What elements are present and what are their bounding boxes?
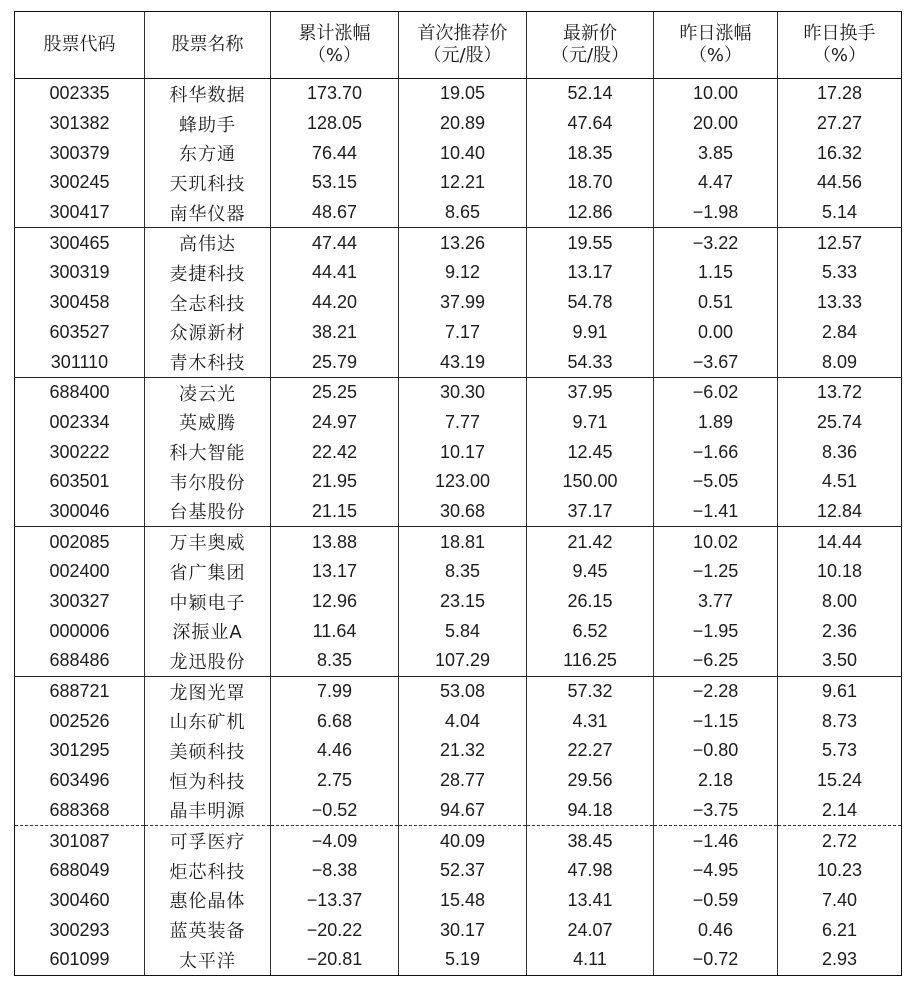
stock-code-cell: 002085 [15,527,145,557]
first-price-cell: 40.09 [399,826,527,856]
cumulative-gain-cell: −4.09 [271,826,399,856]
latest-price-cell: 54.78 [527,288,654,318]
first-price-cell: 10.40 [399,138,527,168]
yesterday-gain-cell: 1.89 [654,408,778,438]
header-row [15,12,902,79]
stock-name-cell: 凌云光 [145,377,271,407]
latest-price-cell: 13.41 [527,886,654,916]
cumulative-gain-cell: 21.15 [271,497,399,527]
latest-price-cell: 12.45 [527,437,654,467]
cumulative-gain-cell: 13.17 [271,557,399,587]
yesterday-turnover-cell: 7.40 [778,886,902,916]
latest-price-cell: 4.31 [527,706,654,736]
yesterday-gain-cell: 20.00 [654,109,778,139]
table-row [15,408,902,438]
yesterday-turnover-cell: 15.24 [778,766,902,796]
stock-name-cell: 可孚医疗 [145,826,271,856]
table-row [15,79,902,109]
yesterday-turnover-cell: 8.36 [778,437,902,467]
stock-name-cell: 美硕科技 [145,736,271,766]
stock-code-cell: 300379 [15,138,145,168]
header-first-recommended-price: 首次推荐价 （元/股） [399,12,527,79]
yesterday-turnover-cell: 27.27 [778,109,902,139]
stock-code-cell: 301087 [15,826,145,856]
yesterday-gain-cell: 0.51 [654,288,778,318]
yesterday-turnover-cell: 6.21 [778,915,902,945]
stock-name-cell: 蜂助手 [145,109,271,139]
stock-name-cell: 省广集团 [145,557,271,587]
first-price-cell: 7.17 [399,318,527,348]
latest-price-cell: 26.15 [527,587,654,617]
table-row [15,467,902,497]
yesterday-turnover-cell: 12.84 [778,497,902,527]
stock-code-cell: 300293 [15,915,145,945]
cumulative-gain-cell: 12.96 [271,587,399,617]
table-row [15,168,902,198]
cumulative-gain-cell: 7.99 [271,676,399,706]
stock-code-cell: 002335 [15,79,145,109]
stock-name-cell: 科大智能 [145,437,271,467]
cumulative-gain-cell: −8.38 [271,856,399,886]
yesterday-gain-cell: 4.47 [654,168,778,198]
stock-name-cell: 山东矿机 [145,706,271,736]
yesterday-turnover-cell: 10.18 [778,557,902,587]
stock-name-cell: 龙图光罩 [145,676,271,706]
cumulative-gain-cell: 44.41 [271,258,399,288]
table-row [15,676,902,706]
table-row [15,527,902,557]
yesterday-gain-cell: −0.80 [654,736,778,766]
table-row [15,616,902,646]
latest-price-cell: 47.98 [527,856,654,886]
first-price-cell: 30.68 [399,497,527,527]
table-row [15,258,902,288]
yesterday-turnover-cell: 9.61 [778,676,902,706]
latest-price-cell: 19.55 [527,228,654,258]
first-price-cell: 19.05 [399,79,527,109]
stock-code-cell: 300319 [15,258,145,288]
cumulative-gain-cell: 53.15 [271,168,399,198]
first-price-cell: 94.67 [399,796,527,826]
table-row [15,706,902,736]
stock-name-cell: 青木科技 [145,347,271,377]
yesterday-gain-cell: −1.25 [654,557,778,587]
yesterday-turnover-cell: 2.14 [778,796,902,826]
yesterday-gain-cell: −0.72 [654,945,778,975]
cumulative-gain-cell: 6.68 [271,706,399,736]
first-price-cell: 9.12 [399,258,527,288]
stock-name-cell: 科华数据 [145,79,271,109]
yesterday-turnover-cell: 14.44 [778,527,902,557]
cumulative-gain-cell: −0.52 [271,796,399,826]
yesterday-gain-cell: 10.00 [654,79,778,109]
latest-price-cell: 6.52 [527,616,654,646]
cumulative-gain-cell: 25.79 [271,347,399,377]
stock-name-cell: 恒为科技 [145,766,271,796]
yesterday-gain-cell: −3.22 [654,228,778,258]
yesterday-gain-cell: −0.59 [654,886,778,916]
latest-price-cell: 94.18 [527,796,654,826]
header-latest-price: 最新价 （元/股） [527,12,654,79]
table-row [15,886,902,916]
yesterday-turnover-cell: 4.51 [778,467,902,497]
yesterday-turnover-cell: 2.84 [778,318,902,348]
table-body [15,79,902,976]
stock-name-cell: 炬芯科技 [145,856,271,886]
header-yesterday-turnover: 昨日换手 （%） [778,12,902,79]
stock-code-cell: 603527 [15,318,145,348]
table-row [15,437,902,467]
table-row [15,138,902,168]
cumulative-gain-cell: 2.75 [271,766,399,796]
stock-code-cell: 688049 [15,856,145,886]
stock-name-cell: 蓝英装备 [145,915,271,945]
yesterday-gain-cell: −1.98 [654,198,778,228]
table-row [15,587,902,617]
stock-name-cell: 台基股份 [145,497,271,527]
yesterday-gain-cell: −1.15 [654,706,778,736]
stock-name-cell: 南华仪器 [145,198,271,228]
first-price-cell: 12.21 [399,168,527,198]
stock-recommendation-table [14,11,902,976]
first-price-cell: 52.37 [399,856,527,886]
yesterday-turnover-cell: 8.73 [778,706,902,736]
latest-price-cell: 18.70 [527,168,654,198]
stock-name-cell: 英威腾 [145,408,271,438]
latest-price-cell: 54.33 [527,347,654,377]
latest-price-cell: 47.64 [527,109,654,139]
table-row [15,198,902,228]
cumulative-gain-cell: 8.35 [271,646,399,676]
first-price-cell: 18.81 [399,527,527,557]
latest-price-cell: 38.45 [527,826,654,856]
header-stock-name: 股票名称 [145,12,271,79]
first-price-cell: 5.19 [399,945,527,975]
stock-code-cell: 000006 [15,616,145,646]
yesterday-turnover-cell: 8.09 [778,347,902,377]
latest-price-cell: 22.27 [527,736,654,766]
stock-code-cell: 300046 [15,497,145,527]
yesterday-turnover-cell: 2.72 [778,826,902,856]
latest-price-cell: 13.17 [527,258,654,288]
stock-name-cell: 深振业A [145,616,271,646]
cumulative-gain-cell: 128.05 [271,109,399,139]
stock-code-cell: 603501 [15,467,145,497]
first-price-cell: 20.89 [399,109,527,139]
yesterday-gain-cell: −3.75 [654,796,778,826]
table-row [15,796,902,826]
latest-price-cell: 12.86 [527,198,654,228]
stock-name-cell: 韦尔股份 [145,467,271,497]
latest-price-cell: 24.07 [527,915,654,945]
yesterday-turnover-cell: 12.57 [778,228,902,258]
yesterday-turnover-cell: 2.36 [778,616,902,646]
latest-price-cell: 9.45 [527,557,654,587]
stock-code-cell: 002400 [15,557,145,587]
first-price-cell: 8.65 [399,198,527,228]
cumulative-gain-cell: 4.46 [271,736,399,766]
yesterday-gain-cell: −2.28 [654,676,778,706]
yesterday-turnover-cell: 13.72 [778,377,902,407]
latest-price-cell: 9.91 [527,318,654,348]
stock-code-cell: 300245 [15,168,145,198]
yesterday-gain-cell: −1.95 [654,616,778,646]
first-price-cell: 4.04 [399,706,527,736]
table-row [15,915,902,945]
first-price-cell: 7.77 [399,408,527,438]
cumulative-gain-cell: −13.37 [271,886,399,916]
stock-code-cell: 301382 [15,109,145,139]
cumulative-gain-cell: 44.20 [271,288,399,318]
first-price-cell: 43.19 [399,347,527,377]
first-price-cell: 5.84 [399,616,527,646]
stock-name-cell: 众源新材 [145,318,271,348]
first-price-cell: 21.32 [399,736,527,766]
yesterday-gain-cell: 3.77 [654,587,778,617]
yesterday-turnover-cell: 17.28 [778,79,902,109]
cumulative-gain-cell: 22.42 [271,437,399,467]
latest-price-cell: 52.14 [527,79,654,109]
stock-name-cell: 惠伦晶体 [145,886,271,916]
yesterday-gain-cell: −1.41 [654,497,778,527]
yesterday-turnover-cell: 2.93 [778,945,902,975]
stock-code-cell: 300327 [15,587,145,617]
yesterday-gain-cell: 0.46 [654,915,778,945]
stock-code-cell: 002334 [15,408,145,438]
cumulative-gain-cell: 76.44 [271,138,399,168]
stock-code-cell: 688486 [15,646,145,676]
yesterday-gain-cell: 3.85 [654,138,778,168]
table-row [15,288,902,318]
yesterday-gain-cell: −1.66 [654,437,778,467]
yesterday-gain-cell: 0.00 [654,318,778,348]
cumulative-gain-cell: 13.88 [271,527,399,557]
stock-code-cell: 300222 [15,437,145,467]
yesterday-turnover-cell: 44.56 [778,168,902,198]
stock-name-cell: 高伟达 [145,228,271,258]
cumulative-gain-cell: 48.67 [271,198,399,228]
yesterday-turnover-cell: 13.33 [778,288,902,318]
yesterday-turnover-cell: 16.32 [778,138,902,168]
header-yesterday-gain: 昨日涨幅 （%） [654,12,778,79]
first-price-cell: 30.17 [399,915,527,945]
header-stock-code: 股票代码 [15,12,145,79]
stock-code-cell: 301295 [15,736,145,766]
cumulative-gain-cell: −20.81 [271,945,399,975]
table-row [15,856,902,886]
latest-price-cell: 116.25 [527,646,654,676]
latest-price-cell: 4.11 [527,945,654,975]
stock-code-cell: 002526 [15,706,145,736]
cumulative-gain-cell: 173.70 [271,79,399,109]
yesterday-gain-cell: 1.15 [654,258,778,288]
latest-price-cell: 21.42 [527,527,654,557]
stock-name-cell: 天玑科技 [145,168,271,198]
stock-code-cell: 301110 [15,347,145,377]
first-price-cell: 37.99 [399,288,527,318]
latest-price-cell: 29.56 [527,766,654,796]
first-price-cell: 13.26 [399,228,527,258]
stock-code-cell: 601099 [15,945,145,975]
stock-name-cell: 全志科技 [145,288,271,318]
yesterday-turnover-cell: 5.73 [778,736,902,766]
stock-name-cell: 中颖电子 [145,587,271,617]
first-price-cell: 10.17 [399,437,527,467]
table-row [15,646,902,676]
first-price-cell: 107.29 [399,646,527,676]
latest-price-cell: 57.32 [527,676,654,706]
yesterday-turnover-cell: 3.50 [778,646,902,676]
yesterday-gain-cell: 2.18 [654,766,778,796]
yesterday-gain-cell: −3.67 [654,347,778,377]
first-price-cell: 123.00 [399,467,527,497]
cumulative-gain-cell: −20.22 [271,915,399,945]
stock-code-cell: 300458 [15,288,145,318]
yesterday-gain-cell: −6.02 [654,377,778,407]
cumulative-gain-cell: 24.97 [271,408,399,438]
latest-price-cell: 37.95 [527,377,654,407]
yesterday-turnover-cell: 25.74 [778,408,902,438]
yesterday-gain-cell: 10.02 [654,527,778,557]
first-price-cell: 53.08 [399,676,527,706]
yesterday-gain-cell: −4.95 [654,856,778,886]
stock-code-cell: 603496 [15,766,145,796]
table-row [15,228,902,258]
table-row [15,377,902,407]
stock-name-cell: 东方通 [145,138,271,168]
latest-price-cell: 150.00 [527,467,654,497]
stock-code-cell: 688400 [15,377,145,407]
yesterday-gain-cell: −5.05 [654,467,778,497]
yesterday-turnover-cell: 5.14 [778,198,902,228]
cumulative-gain-cell: 25.25 [271,377,399,407]
stock-code-cell: 300465 [15,228,145,258]
stock-name-cell: 太平洋 [145,945,271,975]
first-price-cell: 30.30 [399,377,527,407]
first-price-cell: 15.48 [399,886,527,916]
table-row [15,497,902,527]
header-cumulative-gain: 累计涨幅 （%） [271,12,399,79]
first-price-cell: 8.35 [399,557,527,587]
table-row [15,736,902,766]
stock-code-cell: 300417 [15,198,145,228]
cumulative-gain-cell: 38.21 [271,318,399,348]
table-row [15,347,902,377]
yesterday-turnover-cell: 5.33 [778,258,902,288]
latest-price-cell: 18.35 [527,138,654,168]
cumulative-gain-cell: 47.44 [271,228,399,258]
stock-code-cell: 688368 [15,796,145,826]
stock-code-cell: 688721 [15,676,145,706]
latest-price-cell: 9.71 [527,408,654,438]
stock-name-cell: 晶丰明源 [145,796,271,826]
stock-name-cell: 万丰奥威 [145,527,271,557]
cumulative-gain-cell: 21.95 [271,467,399,497]
stock-name-cell: 麦捷科技 [145,258,271,288]
latest-price-cell: 37.17 [527,497,654,527]
yesterday-gain-cell: −6.25 [654,646,778,676]
first-price-cell: 28.77 [399,766,527,796]
table-row [15,766,902,796]
stock-name-cell: 龙迅股份 [145,646,271,676]
first-price-cell: 23.15 [399,587,527,617]
table-row [15,109,902,139]
table-row [15,945,902,975]
table-row [15,318,902,348]
table-row [15,557,902,587]
yesterday-turnover-cell: 8.00 [778,587,902,617]
stock-code-cell: 300460 [15,886,145,916]
table-row [15,826,902,856]
yesterday-gain-cell: −1.46 [654,826,778,856]
yesterday-turnover-cell: 10.23 [778,856,902,886]
cumulative-gain-cell: 11.64 [271,616,399,646]
